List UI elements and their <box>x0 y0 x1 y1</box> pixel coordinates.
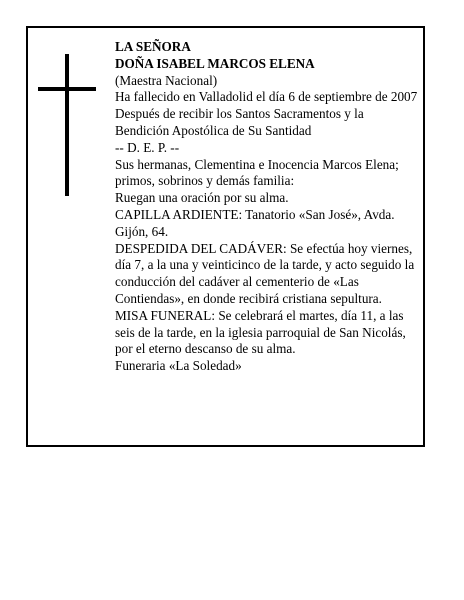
family-line: Sus hermanas, Clementina e Inocencia Marcos Elena; primos, sobrinos y demás familia: <box>115 156 399 189</box>
cross-horizontal-bar <box>38 87 96 91</box>
cross-vertical-bar <box>65 54 69 196</box>
funeral-home: Funeraria «La Soledad» <box>115 358 242 374</box>
obituary-text <box>115 39 421 375</box>
death-announcement: Ha fallecido en Valladolid el día 6 de septiembre de 2007 <box>115 89 418 105</box>
funeral-mass-info: MISA FUNERAL: Se celebrará el martes, día 11, a las seis de la tarde, en la iglesia parroquial de San Nicolás, por el eterno descanso de su alma. <box>115 307 406 357</box>
latin-cross-icon <box>38 54 96 196</box>
prayer-request: Ruegan una oración por su alma. <box>115 190 289 206</box>
heading-title: LA SEÑORA <box>115 39 191 54</box>
chapel-info: CAPILLA ARDIENTE: Tanatorio «San José», Avda. Gijón, 64. <box>115 206 395 239</box>
sacraments-line: Después de recibir los Santos Sacramentos y la Bendición Apostólica de Su Santidad <box>115 106 364 138</box>
farewell-info: DESPEDIDA DEL CADÁVER: Se efectúa hoy viernes, día 7, a la una y veinticinco de la tarde, y acto seguido la conducción del cadáver al cementerio de «Las Contiendas», en donde recibirá cristiana sepultura. <box>115 240 415 306</box>
profession-line: (Maestra Nacional) <box>115 72 218 88</box>
deceased-name: DOÑA ISABEL MARCOS ELENA <box>115 55 315 71</box>
rip-line: -- D. E. P. -- <box>115 139 180 155</box>
